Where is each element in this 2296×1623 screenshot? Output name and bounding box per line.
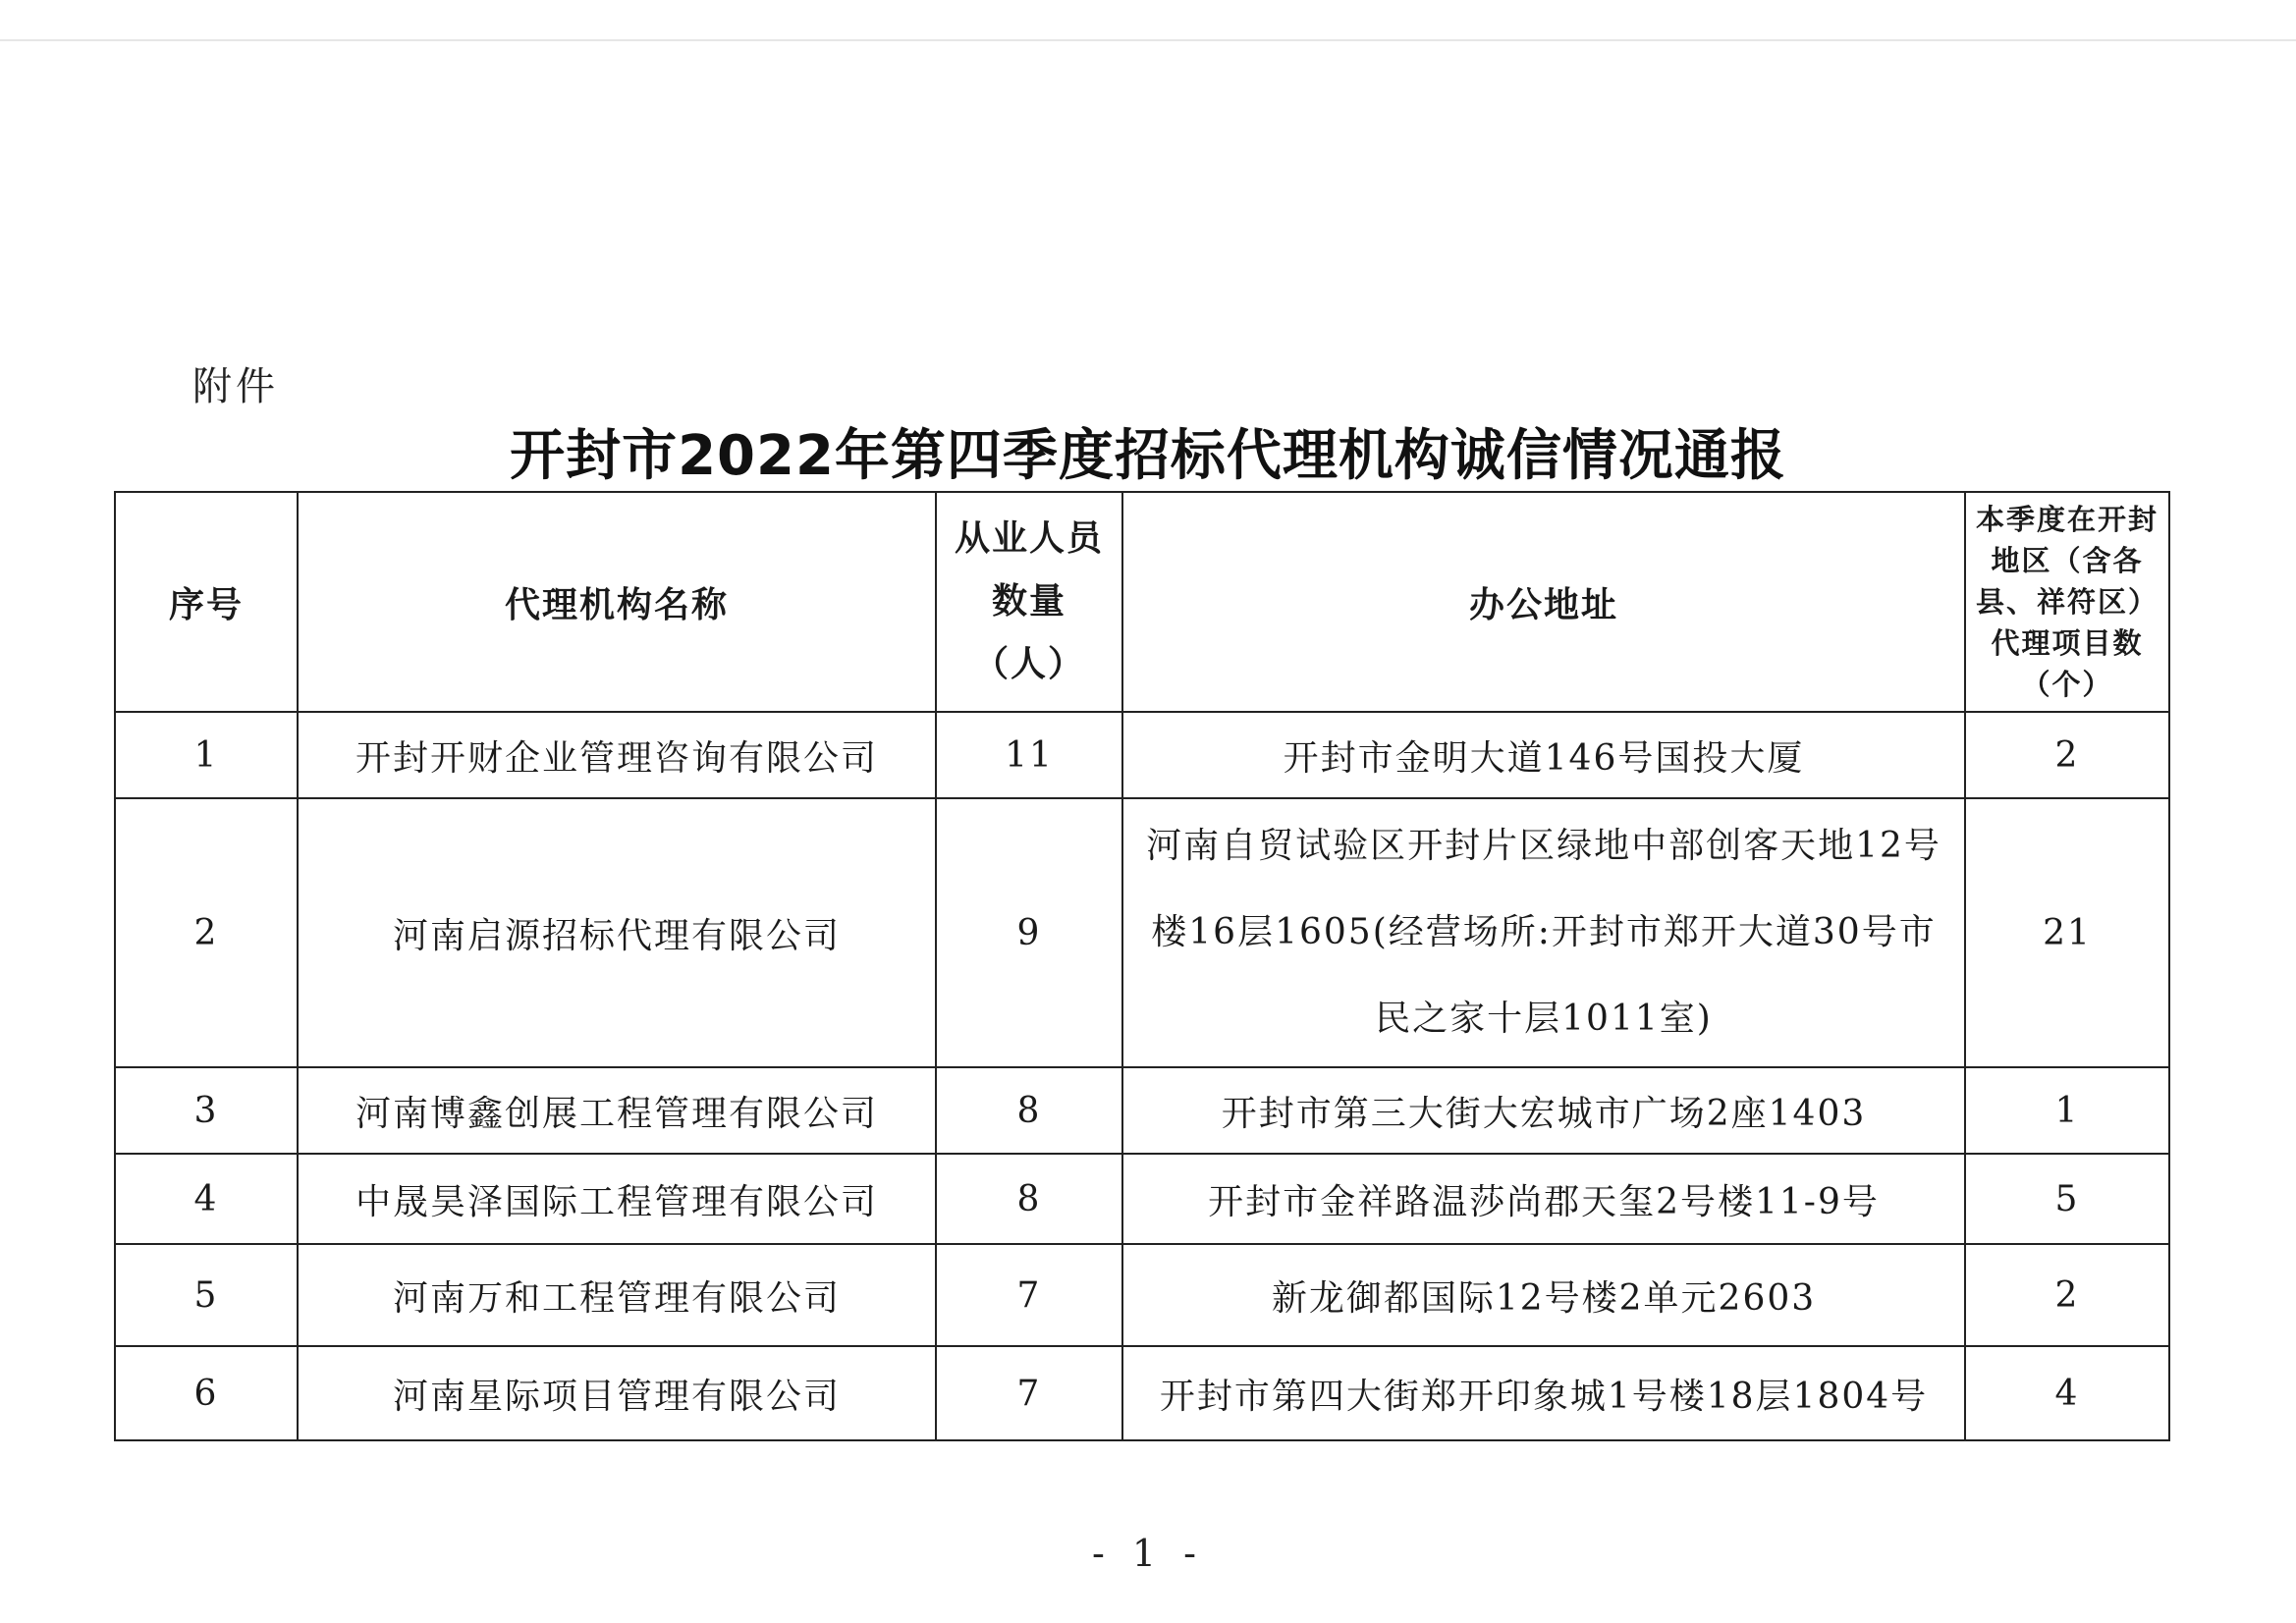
cell-projects: 4 [1965, 1346, 2169, 1440]
cell-address: 开封市第四大街郑开印象城1号楼18层1804号 [1122, 1346, 1965, 1440]
cell-address: 开封市金明大道146号国投大厦 [1122, 712, 1965, 798]
cell-projects: 5 [1965, 1154, 2169, 1244]
cell-seq: 4 [115, 1154, 298, 1244]
cell-agency-name: 开封开财企业管理咨询有限公司 [298, 712, 936, 798]
table-row [115, 1154, 2169, 1244]
cell-address: 河南自贸试验区开封片区绿地中部创客天地12号楼16层1605(经营场所:开封市郑开大道30号市民之家十层1011室) [1122, 798, 1965, 1067]
cell-staff: 11 [936, 712, 1122, 798]
agency-integrity-table [114, 491, 2170, 1441]
header-project-count: 本季度在开封地区（含各县、祥符区）代理项目数（个） [1965, 492, 2169, 712]
cell-seq: 6 [115, 1346, 298, 1440]
header-address: 办公地址 [1122, 492, 1965, 712]
cell-seq: 5 [115, 1244, 298, 1346]
table-row [115, 712, 2169, 798]
header-staff-count [936, 492, 1122, 712]
cell-projects: 1 [1965, 1067, 2169, 1154]
cell-projects: 2 [1965, 1244, 2169, 1346]
header-agency-name: 代理机构名称 [298, 492, 936, 712]
scan-edge-line [0, 39, 2296, 41]
cell-agency-name: 中晟昊泽国际工程管理有限公司 [298, 1154, 936, 1244]
table-row [115, 1067, 2169, 1154]
cell-staff: 7 [936, 1346, 1122, 1440]
cell-staff: 8 [936, 1154, 1122, 1244]
cell-agency-name: 河南博鑫创展工程管理有限公司 [298, 1067, 936, 1154]
cell-seq: 3 [115, 1067, 298, 1154]
cell-address: 开封市金祥路温莎尚郡天玺2号楼11-9号 [1122, 1154, 1965, 1244]
header-staff-line1: 从业人员 [954, 518, 1104, 559]
header-staff-line2: 数量（人） [972, 581, 1085, 684]
cell-projects: 21 [1965, 798, 2169, 1067]
cell-projects: 2 [1965, 712, 2169, 798]
document-title: 开封市2022年第四季度招标代理机构诚信情况通报 [510, 424, 1786, 488]
cell-staff: 9 [936, 798, 1122, 1067]
cell-staff: 7 [936, 1244, 1122, 1346]
table-header-row [115, 492, 2169, 712]
attachment-label: 附件 [192, 364, 279, 409]
table-row [115, 798, 2169, 1067]
table-row [115, 1244, 2169, 1346]
cell-agency-name: 河南启源招标代理有限公司 [298, 798, 936, 1067]
cell-staff: 8 [936, 1067, 1122, 1154]
cell-agency-name: 河南万和工程管理有限公司 [298, 1244, 936, 1346]
cell-seq: 2 [115, 798, 298, 1067]
cell-address: 新龙御都国际12号楼2单元2603 [1122, 1244, 1965, 1346]
cell-agency-name: 河南星际项目管理有限公司 [298, 1346, 936, 1440]
table-row [115, 1346, 2169, 1440]
header-seq: 序号 [115, 492, 298, 712]
cell-address: 开封市第三大街大宏城市广场2座1403 [1122, 1067, 1965, 1154]
page-number: - 1 - [1091, 1532, 1204, 1575]
cell-seq: 1 [115, 712, 298, 798]
